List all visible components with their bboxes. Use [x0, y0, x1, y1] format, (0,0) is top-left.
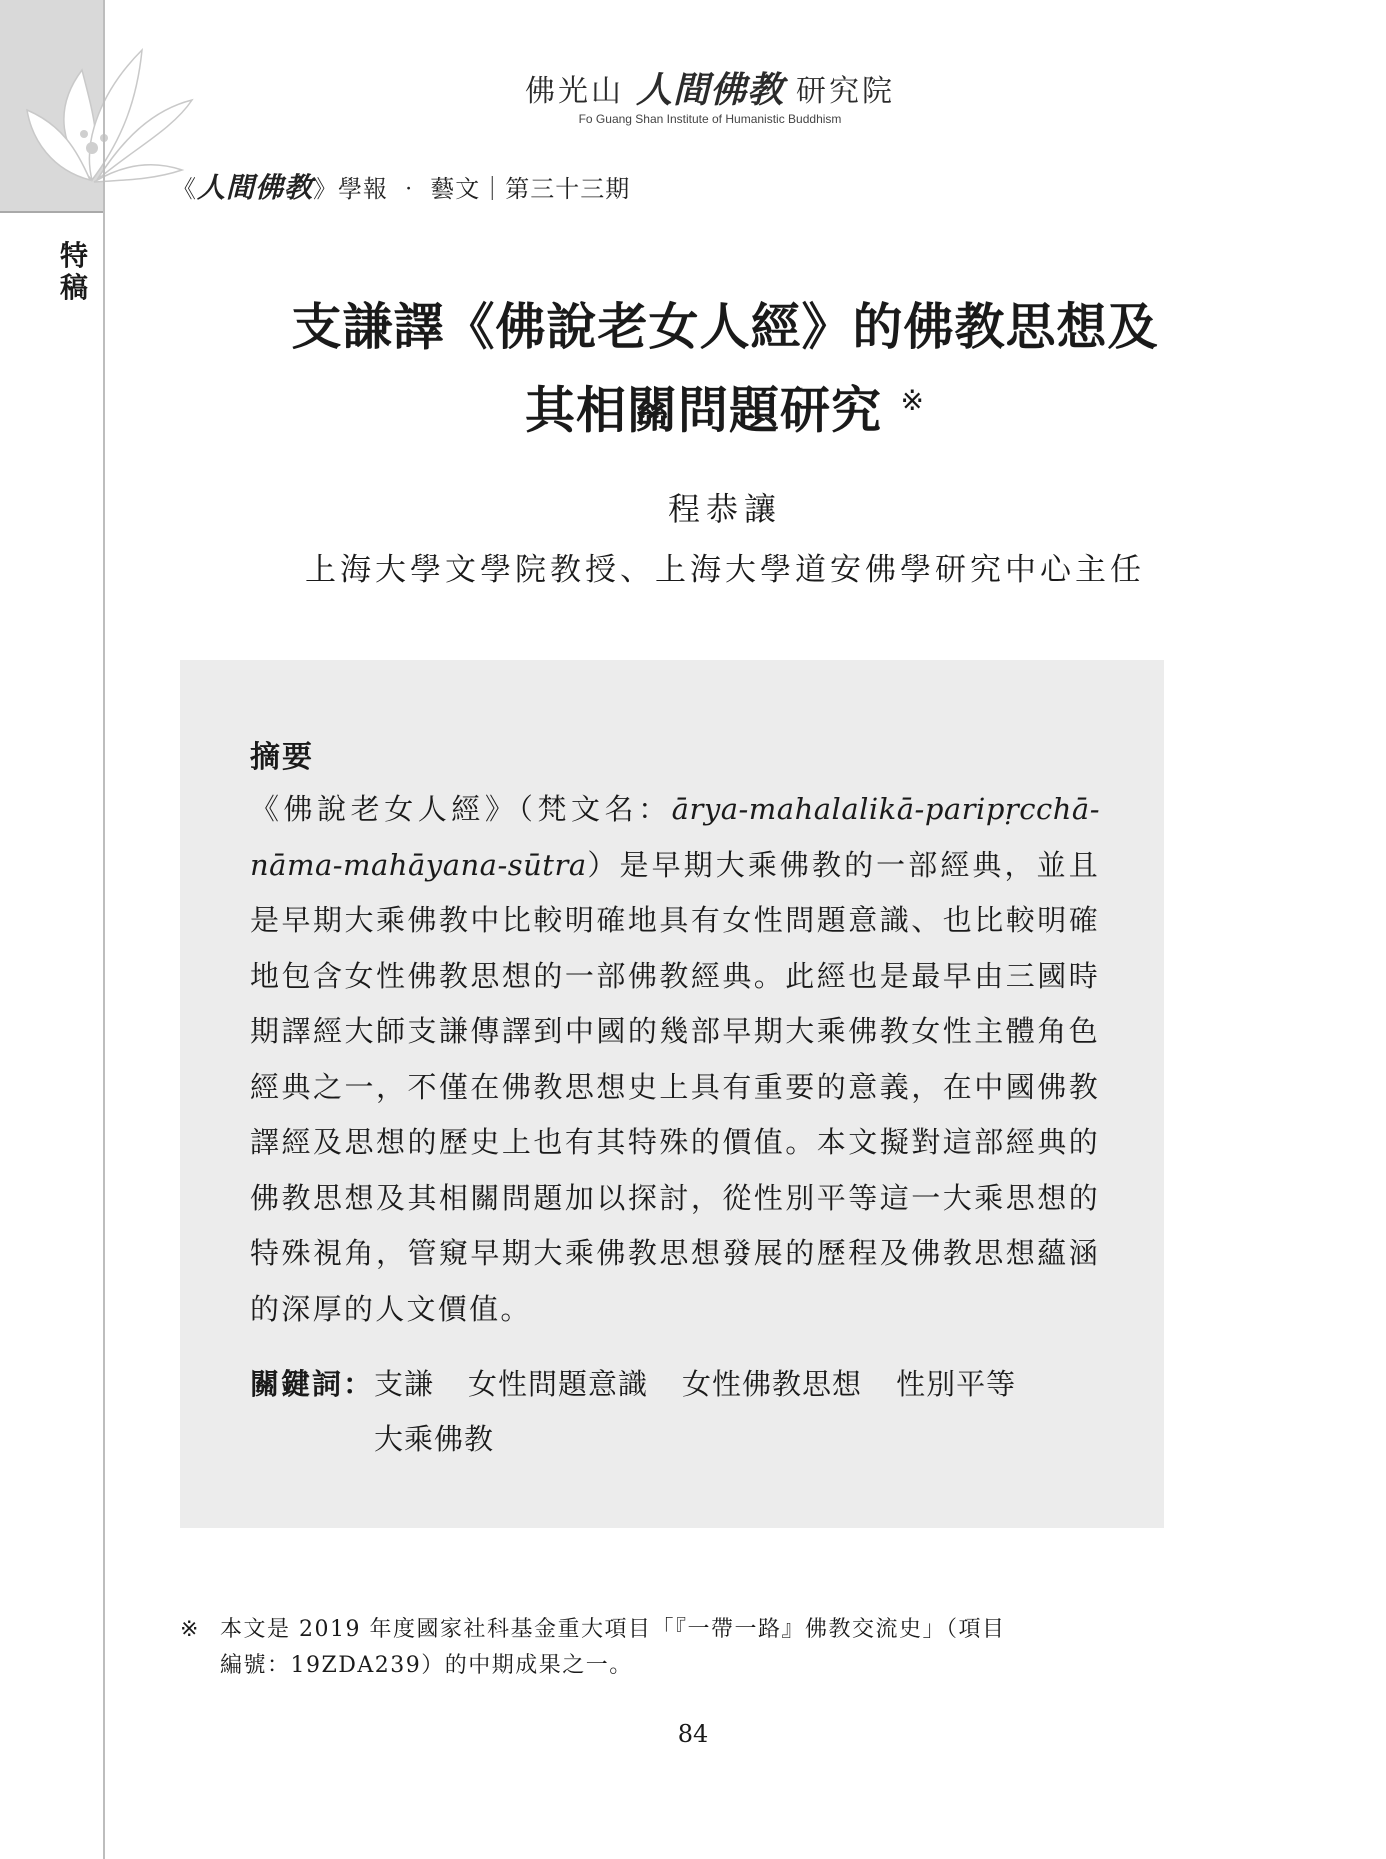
- abstract-heading: 摘要: [250, 740, 314, 775]
- sidebar-divider: [0, 211, 104, 213]
- margin-line: [103, 0, 105, 1859]
- institute-suffix: 研究院: [796, 73, 895, 109]
- institute-english-name: Fo Guang Shan Institute of Humanistic Buddhism: [578, 112, 842, 126]
- abstract-text-rest: ）是早期大乘佛教的一部經典，並且是早期大乘佛教中比較明確地具有女性問題意識、也比較明確地包含女性佛教思想的一部佛教經典。此經也是最早由三國時期譯經大師支謙傳譯到中國的幾部早期大乘佛教女性主體角色經典之一，不僅在佛教思想史上具有重要的意義，在中國佛教譯經及思想的歷史上也有其特殊的價值。本文擬對這部經典的佛教思想及其相關問題加以探討，從性別平等這一大乘思想的特殊視角，管窺早期大乘佛教思想發展的歷程及佛教思想蘊涵的深厚的人文價值。: [250, 847, 1100, 1326]
- journal-running-head: [172, 166, 630, 206]
- keywords-label: 關鍵詞：: [250, 1367, 375, 1401]
- keyword: 女性問題意識: [468, 1367, 649, 1401]
- sanskrit-title: ārya-mahalalikā-paripṛcchā-nāma-mahāyana-sūtra: [250, 792, 1100, 882]
- author-affiliation: 上海大學文學院教授、上海大學道安佛學研究中心主任: [305, 552, 1145, 588]
- keywords: [250, 1357, 1110, 1467]
- author-name: 程恭讓: [667, 490, 782, 528]
- institute-brand: 人間佛教: [635, 69, 784, 111]
- abstract-body: [250, 782, 1100, 1337]
- footnote-line-1: 本文是 2019 年度國家社科基金重大項目「『一帶一路』佛教交流史」（項目: [220, 1617, 1006, 1642]
- journal-brand: 人間佛教: [197, 171, 314, 204]
- institute-header: [490, 62, 930, 113]
- title-footnote-mark: ※: [900, 384, 925, 417]
- institute-prefix: 佛光山: [524, 73, 624, 109]
- page-number: 84: [677, 1720, 709, 1748]
- journal-open-bracket: 《: [172, 175, 197, 203]
- title-line-2: [150, 364, 1300, 448]
- keyword: 大乘佛教: [374, 1422, 495, 1456]
- footnote: [180, 1612, 1170, 1684]
- footnote-line-2: 編號：19ZDA239）的中期成果之一。: [220, 1653, 633, 1678]
- title-line-2-text: 其相關問題研究: [525, 380, 883, 440]
- footnote-marker: ※: [180, 1617, 200, 1642]
- keyword: 性別平等: [896, 1367, 1017, 1401]
- article-title: [150, 290, 1300, 448]
- keyword: 女性佛教思想: [682, 1367, 863, 1401]
- abstract-text-start: 《佛說老女人經》（梵文名：: [250, 792, 672, 826]
- keywords-list: [374, 1357, 1074, 1467]
- section-tag: 特稿: [59, 239, 88, 304]
- title-line-1: 支謙譯《佛說老女人經》的佛教思想及: [291, 297, 1159, 356]
- journal-issue: 》學報 ‧ 藝文｜第三十三期: [313, 175, 631, 203]
- keyword: 支謙: [374, 1367, 435, 1401]
